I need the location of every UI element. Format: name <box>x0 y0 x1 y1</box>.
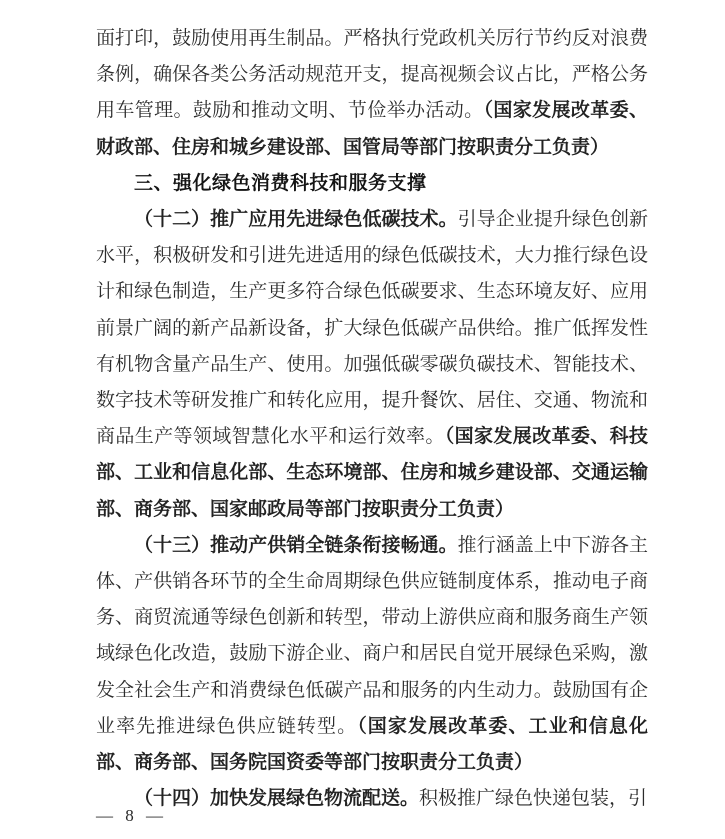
attribution-text: （国家发展改革委、工业和信息化部、商务部、国务院国资委等部门按职责分工负责） <box>96 715 648 774</box>
item-13-lead-text: （十三）推动产供销全链条衔接畅通。 <box>134 534 458 556</box>
body-text: 面打印，鼓励使用再生制品。严格执行党政机关厉行节约反对浪费条例，确保各类公务活动规范开支，提高视频会议占比，严格公务用车管理。鼓励和推动文明、节俭举办活动。 <box>96 28 648 122</box>
paragraph-continuation <box>96 21 648 166</box>
item-14-lead-text: （十四）加快发展绿色物流配送。 <box>134 788 420 810</box>
section-heading <box>96 166 648 202</box>
body-text: 推行涵盖上中下游各主体、产供销各环节的全生命周期绿色供应链制度体系，推动电子商务、商贸流通等绿色创新和转型，带动上游供应商和服务商生产领域绿色化改造，鼓励下游企业、商户和居民自觉开展绿色采购，激发全社会生产和消费绿色低碳产品和服务的内生动力。鼓励国有企业率先推进绿色供应链转型。 <box>96 534 648 737</box>
attribution-text: （国家发展改革委、财政部、住房和城乡建设部、国管局等部门按职责分工负责） <box>96 100 648 158</box>
paragraph-item-14 <box>96 781 648 817</box>
paragraph-item-13 <box>96 528 648 781</box>
attribution-text: （国家发展改革委、科技部、工业和信息化部、生态环境部、住房和城乡建设部、交通运输部、商务部、国家邮政局等部门按职责分工负责） <box>96 426 648 520</box>
body-text: 引导企业提升绿色创新水平，积极研发和引进先进适用的绿色低碳技术，大力推行绿色设计和绿色制造，生产更多符合绿色低碳要求、生态环境友好、应用前景广阔的新产品新设备，扩大绿色低碳产品供给。推广低挥发性有机物含量产品生产、使用。加强低碳零碳负碳技术、智能技术、数字技术等研发推广和转化应用，提升餐饮、居住、交通、物流和商品生产等领域智慧化水平和运行效率。 <box>96 209 648 448</box>
body-text: 积极推广绿色快递包装，引 <box>419 788 648 810</box>
document-content <box>96 21 648 817</box>
item-12-lead-text: （十二）推广应用先进绿色低碳技术。 <box>134 209 458 231</box>
paragraph-item-12 <box>96 202 648 528</box>
section-heading-text: 三、强化绿色消费科技和服务支撑 <box>134 172 427 194</box>
page-number: — 8 — <box>96 806 167 825</box>
